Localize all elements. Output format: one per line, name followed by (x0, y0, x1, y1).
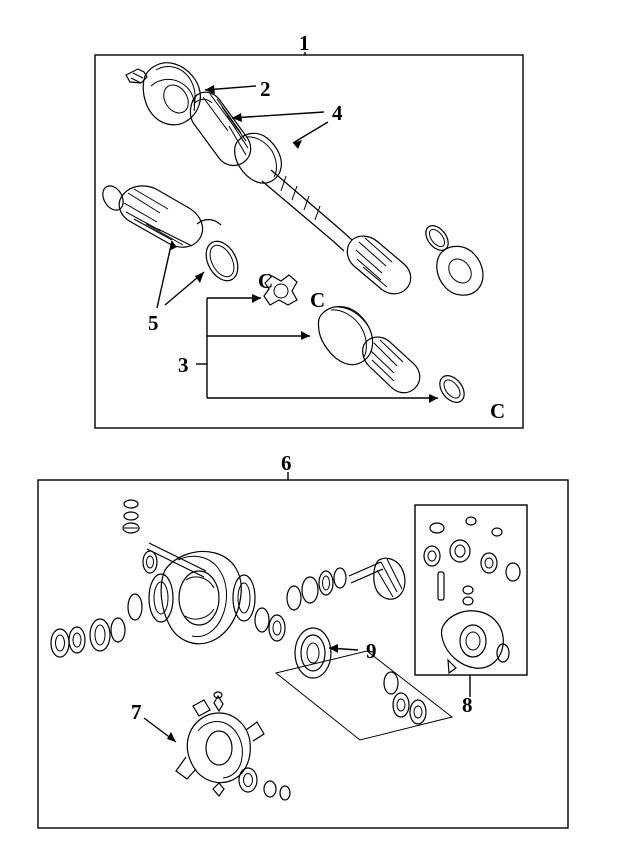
pinion-washer-a-bore (397, 699, 405, 711)
cover-inner-contour (198, 722, 242, 778)
leader-3-arrow-c (429, 394, 438, 403)
left-washer-b (69, 627, 85, 653)
leader-5-line-a (157, 241, 172, 308)
cross-pin-bottom (147, 549, 204, 577)
c-clip-mark-lower: C (490, 399, 506, 423)
drive-shaft-assembly (126, 63, 483, 295)
left-seal (143, 551, 157, 573)
left-washer-a-bore (56, 635, 65, 651)
tripod-joint-group (258, 269, 505, 423)
kit-case (442, 611, 504, 668)
kit-washer-d (463, 586, 473, 594)
right-spacer-c-bore (323, 576, 330, 590)
right-shim-a (255, 608, 269, 632)
bearing-housing-right (437, 246, 483, 295)
cover-center-bore (206, 731, 232, 765)
pinion-washer-b-bore (414, 706, 422, 718)
callout-4: 4 (332, 101, 343, 125)
bearing-inner-race (444, 255, 476, 288)
pinion-nut (384, 672, 398, 694)
leader-4-line-b (293, 122, 328, 143)
c-clip-mark-middle: C (310, 288, 326, 312)
kit-bearing-c-bore (485, 558, 493, 568)
callout-5: 5 (148, 311, 159, 335)
boot-kit-large-clamp-inner (205, 241, 239, 280)
outer-cv-joint-cage (159, 80, 194, 117)
axle-shaft-bottom-edge (262, 181, 344, 251)
leader-5-arrow-b (195, 272, 204, 283)
pinion-teeth (377, 559, 402, 597)
pinion-washer-b (410, 700, 426, 724)
kit-bearing-d (506, 563, 520, 581)
cover-plug (264, 781, 276, 797)
boot-clamp-ring-small (99, 182, 128, 214)
kit-washer-c (492, 528, 502, 536)
carrier-right-bore (238, 583, 250, 613)
snap-ring-upper (421, 221, 452, 254)
carrier-window (179, 571, 219, 625)
callout-1: 1 (299, 31, 310, 55)
pinion-bearing-bore (307, 643, 319, 663)
kit-bearing-c (481, 553, 497, 573)
snap-ring-upper-inner (427, 227, 448, 250)
snap-ring-lower-inner (441, 377, 463, 401)
carrier-right-flange (233, 575, 255, 621)
cover-mount-ear-left (176, 757, 196, 779)
leader-4-line-a (232, 112, 324, 118)
assembly-guide-plane (276, 651, 452, 740)
snap-ring-lower (435, 371, 469, 407)
callout-3: 3 (178, 353, 189, 377)
boot-clamp-small (195, 99, 212, 103)
cover-tab-top (193, 700, 210, 716)
left-bearing-cone (90, 619, 110, 651)
right-shim-b (269, 615, 285, 641)
kit-bearing-b-bore (455, 545, 465, 557)
boot-kit-group (99, 182, 245, 286)
differential-cover-group (131, 692, 290, 800)
left-washer-a (51, 629, 69, 657)
kit-bearing-b (450, 540, 470, 562)
axle-shaft-top-edge (271, 170, 352, 240)
right-shim-b-bore (273, 621, 281, 635)
kit-bearing-a (424, 546, 440, 566)
boot-kit-large-clamp (200, 236, 244, 286)
kit-pin (438, 572, 444, 600)
callout-8: 8 (462, 693, 473, 717)
cover-seal-bore (244, 774, 253, 787)
left-washer-b-bore (73, 633, 81, 647)
kit-washer-a (430, 523, 444, 533)
upper-frame (95, 55, 523, 428)
carrier-window-detail (185, 577, 214, 619)
cover-washer (280, 786, 290, 800)
leader-3-arrow-a (252, 294, 261, 303)
cross-pin-top (149, 543, 206, 571)
side-bearing-kit-group (424, 517, 520, 673)
lower-frame (38, 480, 568, 828)
inner-joint-lower-splines (371, 340, 403, 381)
right-spacer-d (334, 568, 346, 588)
top-cap-a (124, 500, 138, 508)
leader-7-arrow (167, 732, 176, 742)
pinion-washer-a (393, 693, 409, 717)
right-spacer-b (302, 577, 318, 603)
callout-6: 6 (281, 451, 292, 475)
kit-washer-b (466, 517, 476, 525)
leader-3-arrow-b (301, 331, 310, 340)
c-clip-mark-upper: C (258, 269, 274, 293)
inner-joint-lower-stub (363, 337, 420, 393)
callout-7: 7 (131, 700, 142, 724)
right-spacer-c (319, 571, 333, 595)
cover-seal (239, 768, 257, 792)
left-spacer (128, 594, 142, 620)
kit-case-tab (448, 660, 456, 673)
callout-9: 9 (366, 639, 377, 663)
right-spacer-a (287, 586, 301, 610)
leader-4-arrow-a (232, 113, 242, 122)
kit-washer-e (463, 597, 473, 605)
splined-end-teeth (356, 238, 392, 287)
stub-splines (131, 73, 143, 83)
top-cap-b (124, 512, 138, 520)
callout-2: 2 (260, 77, 271, 101)
left-seal-bore (147, 556, 154, 568)
leader-4-arrow-b (293, 140, 302, 149)
left-bearing-cone-bore (95, 625, 105, 645)
cover-bolt (213, 783, 224, 796)
left-shim (111, 618, 125, 642)
tripod-center-bore (274, 284, 288, 298)
kit-bearing-a-bore (428, 551, 436, 561)
shaft-splined-end (347, 236, 410, 294)
kit-case-bore (460, 625, 486, 657)
kit-case-inner (466, 632, 480, 650)
